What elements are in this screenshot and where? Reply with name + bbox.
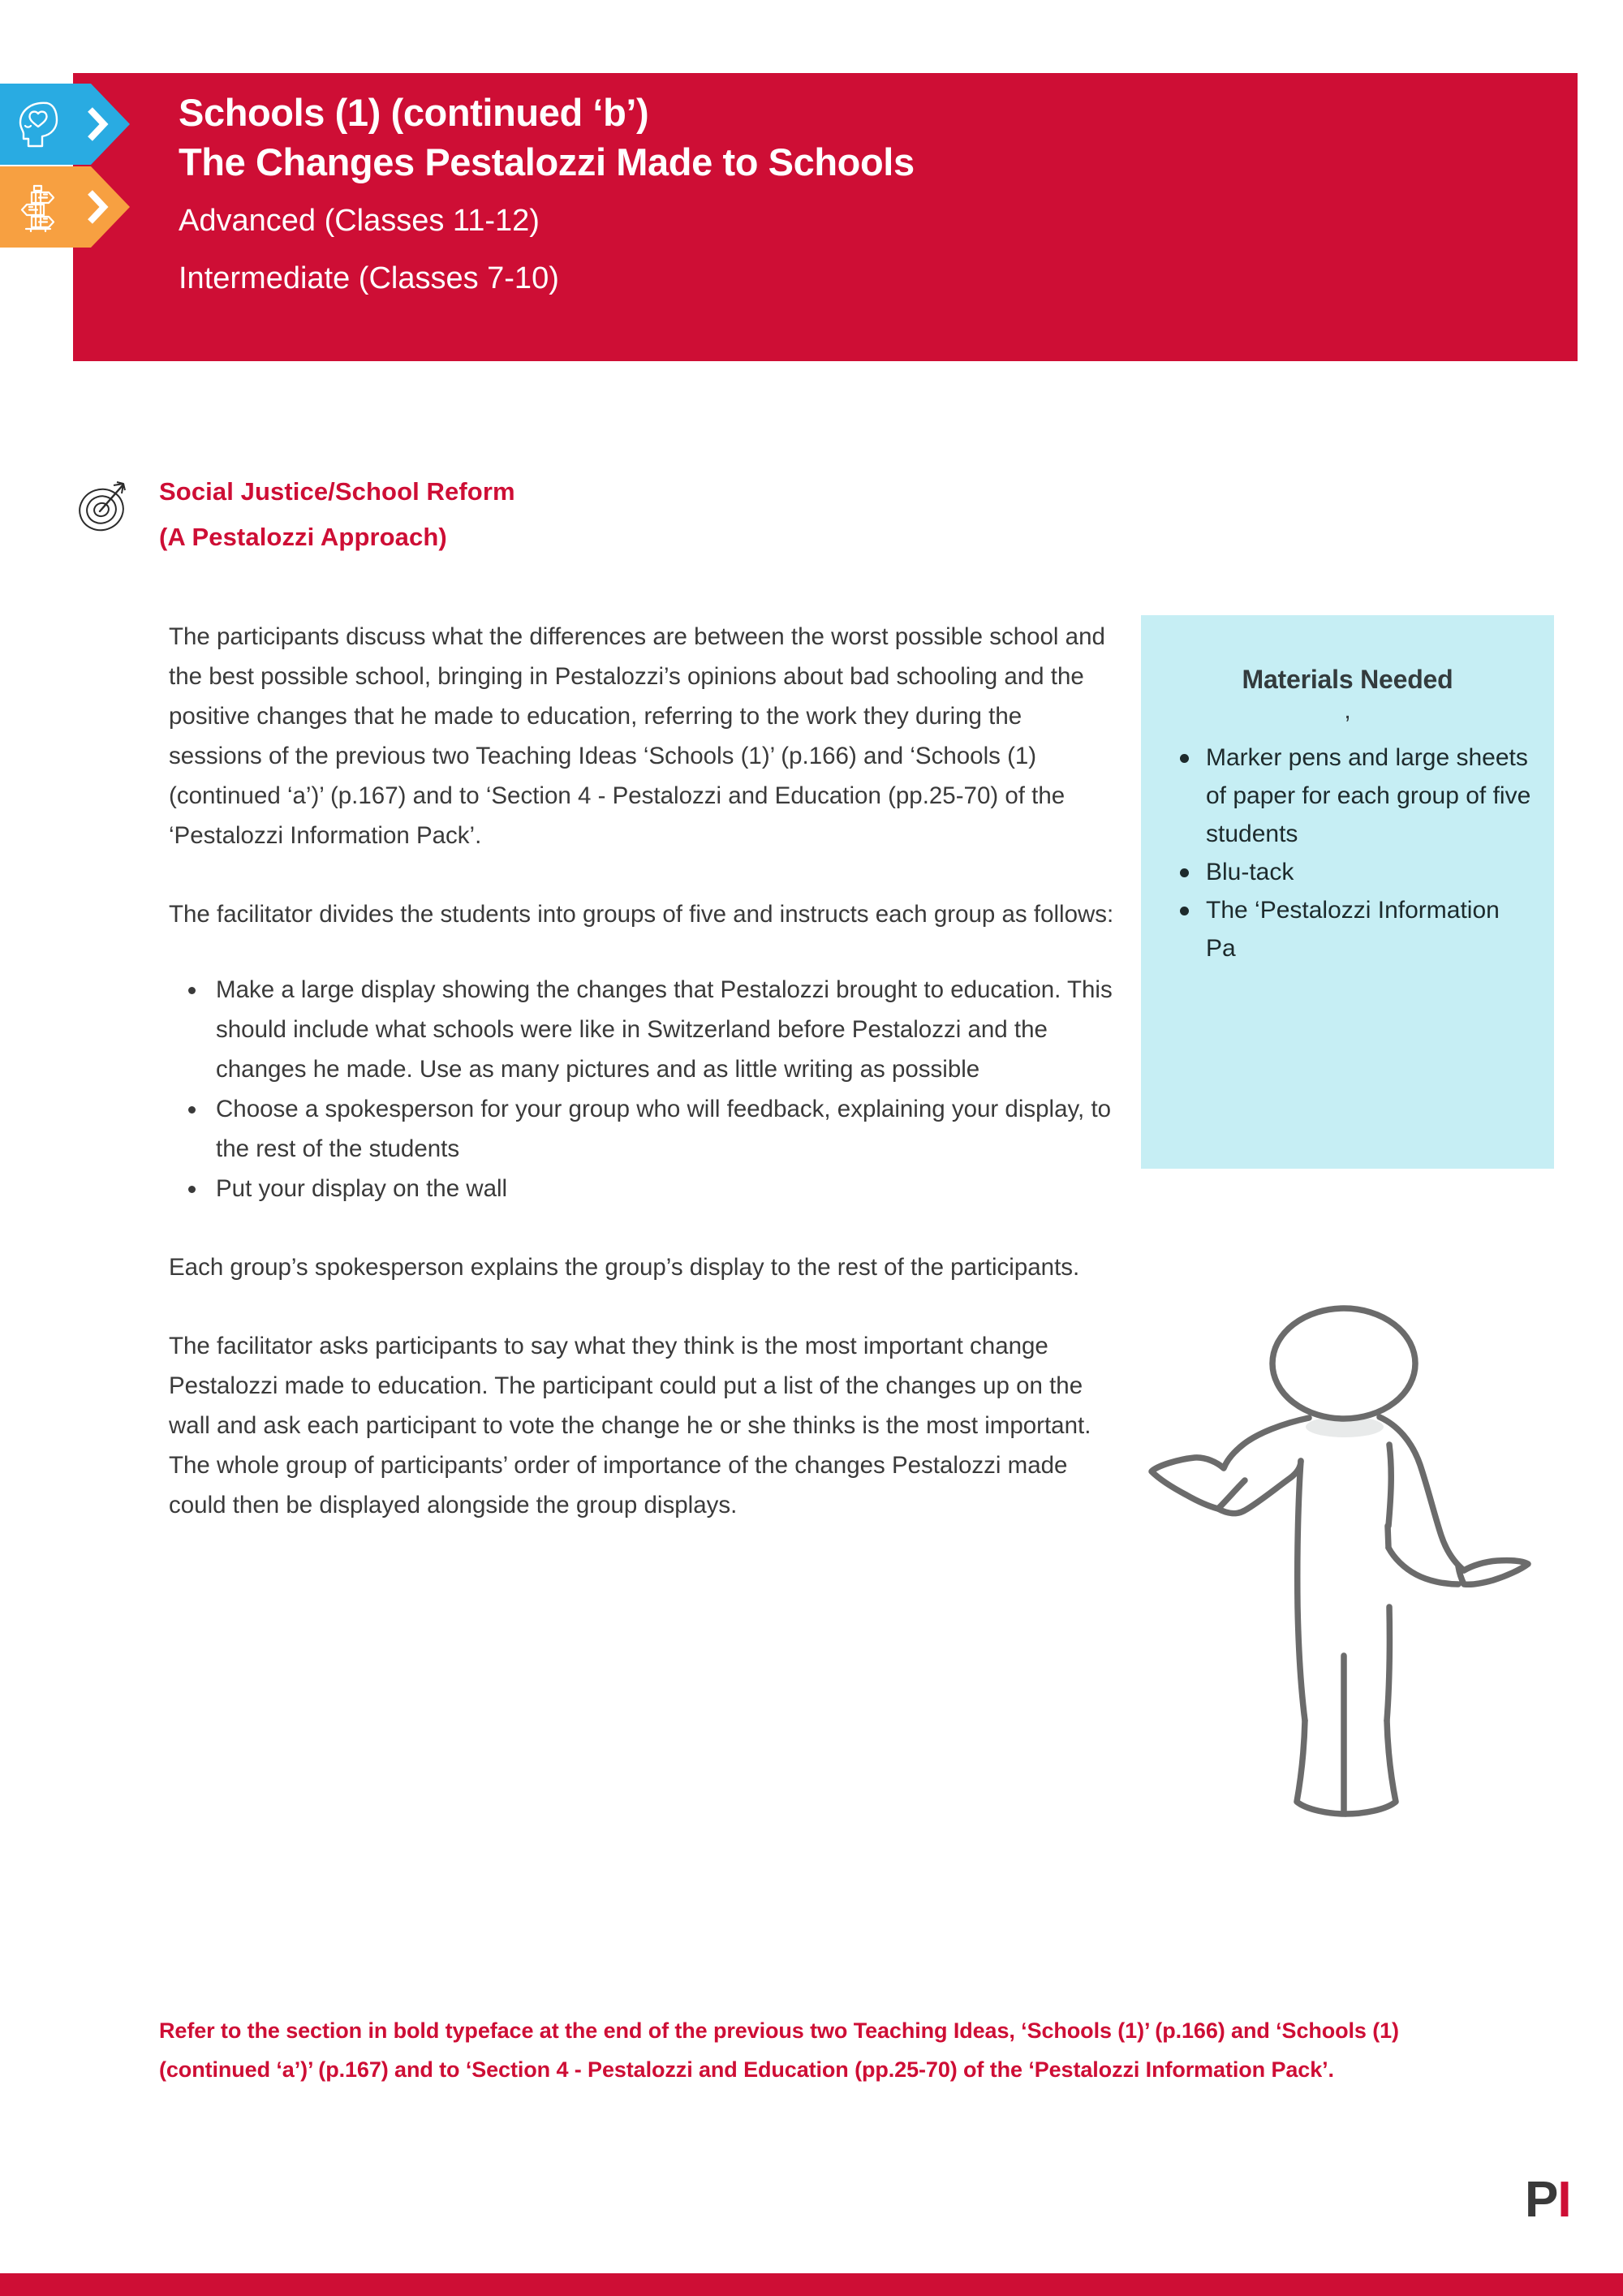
list-item: Blu-tack xyxy=(1206,853,1531,891)
chevron-shape-blue xyxy=(0,84,130,165)
materials-stray-mark: , xyxy=(1344,697,1351,724)
activity-body xyxy=(169,617,1117,1564)
theme-tab-direction xyxy=(0,166,130,248)
section-heading xyxy=(159,469,515,560)
standing-person-outline-icon xyxy=(1136,1282,1542,1867)
instruction-bullet-list xyxy=(169,970,1117,1208)
target-arrow-icon xyxy=(75,477,133,536)
theme-tab-empathy xyxy=(0,84,130,165)
list-item: Make a large display showing the changes that Pestalozzi brought to education. This should include what schools were like in Switzerland before Pestalozzi and the changes he made. Use as many pictures and as little writing as possible xyxy=(216,970,1117,1089)
list-item: The ‘Pestalozzi Information Pa xyxy=(1206,891,1531,967)
audience-level-advanced: Advanced (Classes 11-12) xyxy=(179,204,540,238)
page-header-band xyxy=(73,73,1578,361)
chevron-right-icon xyxy=(88,190,109,224)
list-item: Marker pens and large sheets of paper for each group of five students xyxy=(1206,739,1531,853)
logo-letter-p: P xyxy=(1525,2172,1558,2228)
page-bottom-bar xyxy=(0,2273,1623,2296)
chevron-right-icon xyxy=(88,107,109,141)
chevron-shape-orange xyxy=(0,166,130,248)
section-heading-line-1: Social Justice/School Reform xyxy=(159,477,515,506)
body-paragraph-4: The facilitator asks participants to say what they think is the most important change Pestalozzi made to education. The participant could put a list of the changes up on the wall and ask each participant to vote the change he or she thinks is the most important. The whole group of participants’ order of importance of the changes Pestalozzi made could then be displayed alongside the group displays. xyxy=(169,1333,1091,1518)
materials-needed-box xyxy=(1141,615,1554,1169)
body-paragraph-2: The facilitator divides the students into groups of five and instructs each group as follows: xyxy=(169,901,1114,928)
body-paragraph-3: Each group’s spokesperson explains the group’s display to the rest of the participants. xyxy=(169,1254,1080,1281)
footer-reference-note: Refer to the section in bold typeface at the end of the previous two Teaching Ideas, ‘Schools (1)’ (p.166) and ‘Schools (1) (continued ‘a’)’ (p.167) and to ‘Section 4 - Pestalozzi and Education (pp.25-70) of the ‘Pestalozzi Information Pack’. xyxy=(159,2018,1399,2082)
materials-list xyxy=(1164,739,1531,967)
page-title-line-1: Schools (1) (continued ‘b’) xyxy=(179,91,649,134)
pi-logo xyxy=(1525,2172,1571,2228)
signpost-icon xyxy=(15,182,62,232)
materials-needed-title: Materials Needed xyxy=(1242,665,1453,694)
page-title-line-2: The Changes Pestalozzi Made to Schools xyxy=(179,140,915,183)
standing-person-illustration xyxy=(1136,1282,1542,1867)
logo-letter-i: I xyxy=(1557,2172,1571,2228)
list-item: Choose a spokesperson for your group who will feedback, explaining your display, to the rest of the students xyxy=(216,1089,1117,1169)
head-with-heart-icon xyxy=(15,99,62,149)
body-paragraph-1: The participants discuss what the differences are between the worst possible school and the best possible school, bringing in Pestalozzi’s opinions about bad schooling and the positive changes that he made to education, referring to the work they during the sessions of the previous two Teaching Ideas ‘Schools (1)’ (p.166) and ‘Schools (1) (continued ‘a’)’ (p.167) and to ‘Section 4 - Pestalozzi and Education (pp.25-70) of the ‘Pestalozzi Information Pack’. xyxy=(169,623,1105,849)
section-heading-line-2: (A Pestalozzi Approach) xyxy=(159,523,447,551)
list-item: Put your display on the wall xyxy=(216,1169,1117,1208)
audience-level-intermediate: Intermediate (Classes 7-10) xyxy=(179,261,559,295)
